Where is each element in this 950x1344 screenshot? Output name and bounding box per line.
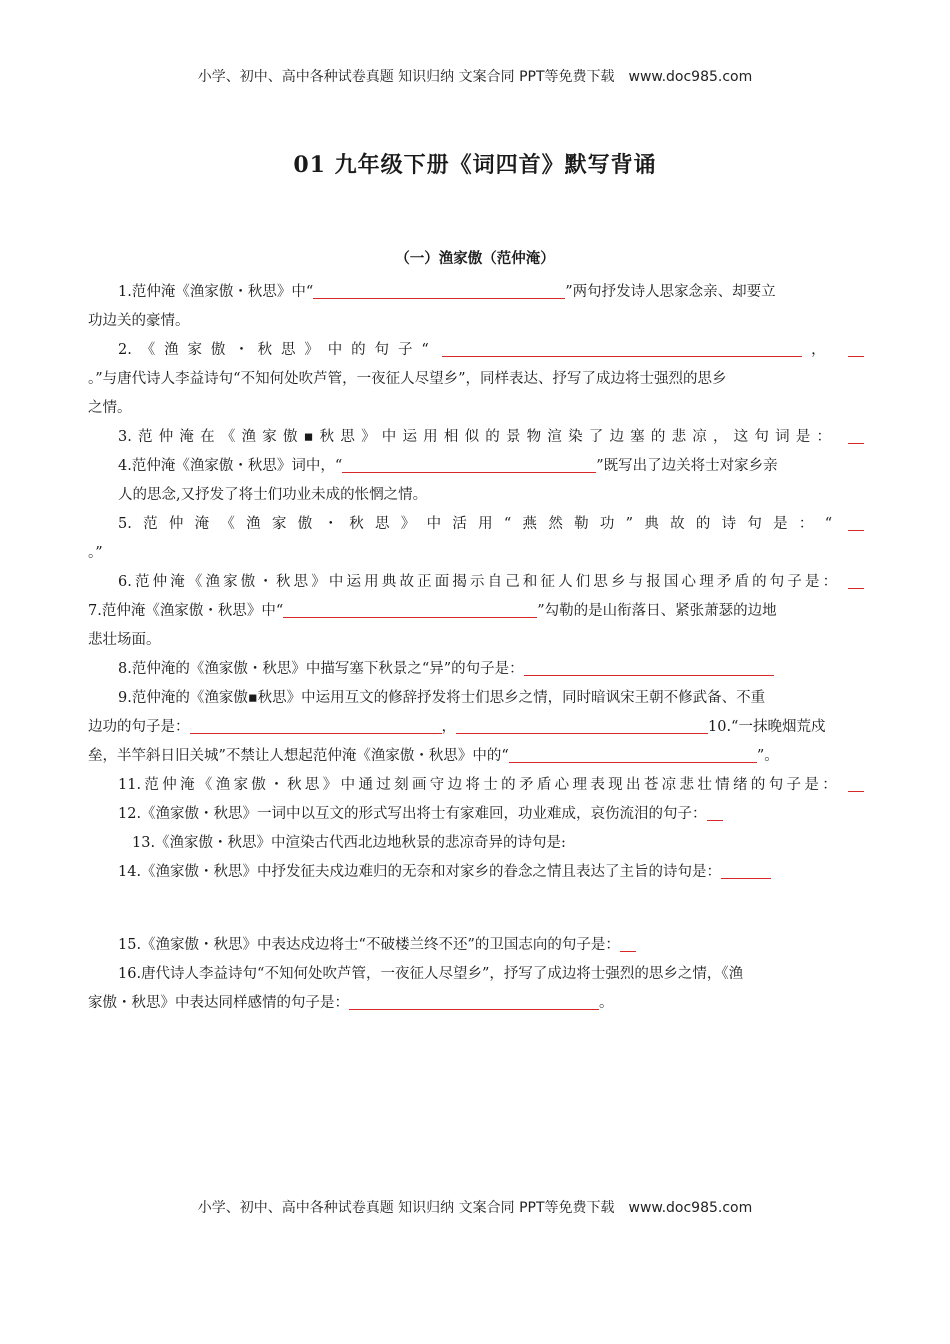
question-1: 1.范仲淹《渔家傲・秋思》中“ ”两句抒发诗人思家念亲、却要立	[118, 284, 776, 300]
question-5-end: 。”	[88, 545, 103, 561]
answer-blank[interactable]	[313, 282, 565, 299]
answer-blank[interactable]	[283, 601, 537, 618]
answer-blank[interactable]	[848, 340, 864, 357]
answer-blank[interactable]	[456, 717, 708, 734]
question-list	[88, 278, 864, 1018]
page-title: 01 九年级下册《词四首》默写背诵	[293, 152, 657, 178]
answer-blank[interactable]	[620, 935, 636, 952]
answer-blank[interactable]	[349, 993, 599, 1010]
question-16: 16.唐代诗人李益诗句“不知何处吹芦管，一夜征人尽望乡”，抒写了成边将士强烈的思乡之情，《渔	[118, 966, 744, 982]
question-4-cont: 人的思念,又抒发了将士们功业未成的怅惘之情。	[118, 487, 428, 503]
answer-blank[interactable]	[524, 659, 774, 676]
question-14: 14.《渔家傲・秋思》中抒发征夫戍边难归的无奈和对家乡的眷念之情且表达了主旨的诗句是：	[88, 858, 864, 887]
question-4: 4.范仲淹《渔家傲・秋思》词中，“ ”既写出了边关将士对家乡亲	[118, 458, 778, 474]
question-10-cont: 垒，半竿斜日旧关城”不禁让人想起范仲淹《渔家傲・秋思》中的“ ”。	[88, 748, 779, 764]
answer-blank[interactable]	[848, 514, 864, 531]
question-5: 5.范仲淹《渔家傲・秋思》中活用“燕然勒功”典故的诗句是：“	[88, 510, 864, 539]
footer-banner: 小学、初中、高中各种试卷真题 知识归纳 文案合同 PPT等免费下载 www.doc985.com	[197, 1200, 753, 1216]
question-6: 6.范仲淹《渔家傲・秋思》中运用典故正面揭示自己和征人们思乡与报国心理矛盾的句子是：	[88, 568, 864, 597]
question-9: 9.范仲淹的《渔家傲▪秋思》中运用互文的修辞抒发将士们思乡之情，同时暗讽宋王朝不修武备、不重	[118, 690, 766, 706]
header-banner: 小学、初中、高中各种试卷真题 知识归纳 文案合同 PPT等免费下载 www.doc985.com	[197, 69, 753, 85]
question-15: 15.《渔家傲・秋思》中表达戍边将士“不破楼兰终不还”的卫国志向的句子是：	[88, 931, 864, 960]
answer-blank[interactable]	[509, 746, 757, 763]
section-title: （一）渔家傲（范仲淹）	[395, 250, 555, 267]
question-12: 12.《渔家傲・秋思》一词中以互文的形式写出将士有家难回，功业难成，哀伤流泪的句子：	[88, 800, 864, 829]
question-3: 3.范仲淹在《渔家傲▪秋思》中运用相似的景物渲染了边塞的悲凉，这句词是：	[88, 423, 864, 452]
question-7: 7.范仲淹《渔家傲・秋思》中“ ”勾勒的是山衔落日、紧张萧瑟的边地	[88, 603, 777, 619]
answer-blank[interactable]	[707, 804, 723, 821]
answer-blank[interactable]	[848, 775, 864, 792]
question-13: 13.《渔家傲・秋思》中渲染古代西北边地秋景的悲凉奇异的诗句是:	[132, 835, 566, 851]
question-1-cont: 功边关的豪情。	[88, 313, 190, 329]
question-7-cont: 悲壮场面。	[88, 632, 161, 648]
answer-blank[interactable]	[848, 572, 864, 589]
question-8: 8.范仲淹的《渔家傲・秋思》中描写塞下秋景之“异”的句子是：	[88, 655, 864, 684]
answer-blank[interactable]	[721, 862, 771, 879]
question-16-cont: 家傲・秋思》中表达同样感情的句子是： 。	[88, 995, 614, 1011]
question-2-cont: 。”与唐代诗人李益诗句“不知何处吹芦管，一夜征人尽望乡”，同样表达、抒写了成边将士强烈的思乡	[88, 371, 727, 387]
answer-blank[interactable]	[442, 340, 802, 357]
answer-blank[interactable]	[190, 717, 442, 734]
answer-blank[interactable]	[848, 427, 864, 444]
question-9-cont: 边功的句子是： ， 10.“一抹晚烟荒戍	[88, 719, 826, 735]
question-2-end: 之情。	[88, 400, 132, 416]
answer-blank[interactable]	[342, 456, 596, 473]
question-2: 2.《渔家傲・秋思》中的句子“ ，	[88, 336, 864, 365]
question-11: 11.范仲淹《渔家傲・秋思》中通过刻画守边将士的矛盾心理表现出苍凉悲壮情绪的句子是：	[88, 771, 864, 800]
